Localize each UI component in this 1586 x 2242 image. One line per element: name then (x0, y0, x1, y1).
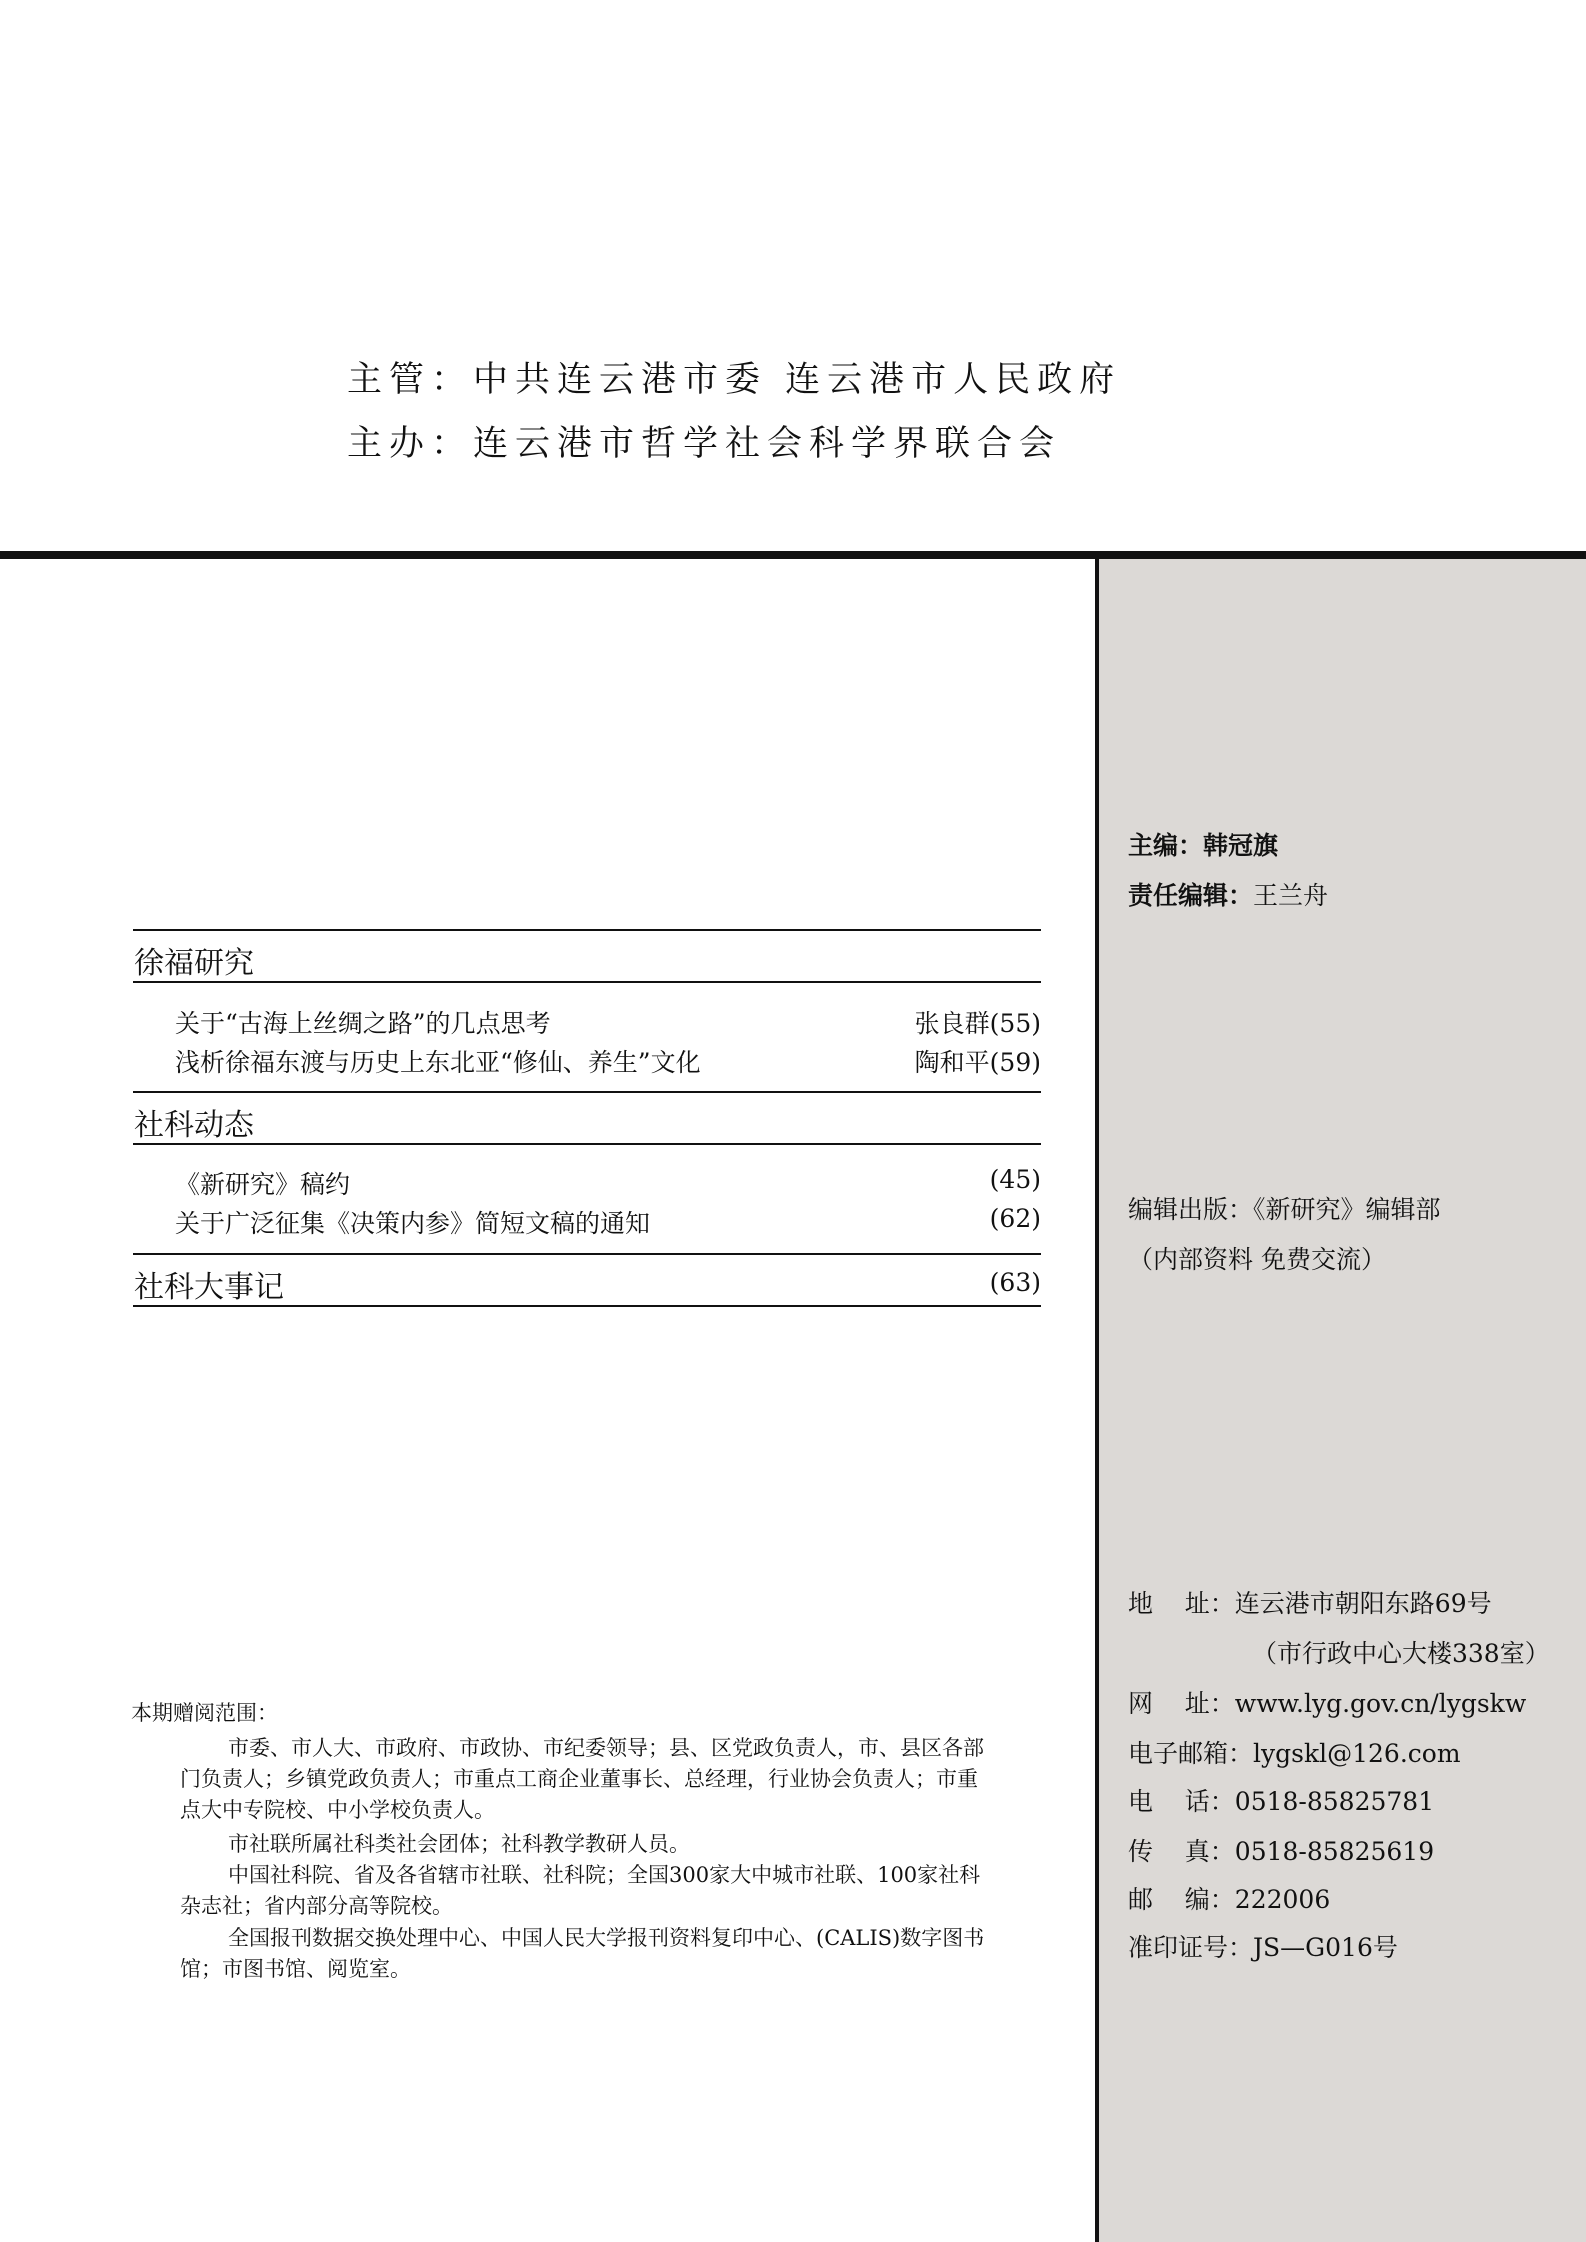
web-row (1128, 1684, 1526, 1720)
entry-ref: (62) (989, 1204, 1041, 1233)
web-label: 网 址： (1128, 1689, 1235, 1718)
email-value: lygskl@126.com (1253, 1739, 1461, 1768)
distribution-paragraph: 中国社科院、省及各省辖市社联、社科院；全国300家大中城市社联、100家社科杂志社；省内部分高等院校。 (180, 1863, 981, 1918)
permit-label: 准印证号： (1128, 1933, 1254, 1962)
distribution-paragraph: 市社联所属社科类社会团体；社科教学教研人员。 (228, 1832, 690, 1856)
section-title: 社科动态 (134, 1108, 254, 1143)
phone-label: 电 话： (1128, 1787, 1235, 1816)
entry-title: 浅析徐福东渡与历史上东北亚“修仙、养生”文化 (175, 1048, 701, 1077)
toc-rule (133, 929, 1041, 931)
phone-value: 0518-85825781 (1234, 1787, 1435, 1816)
publisher-note: （内部资料 免费交流） (1128, 1245, 1386, 1274)
toc-rule (133, 1091, 1041, 1093)
entry-ref: 陶和平(59) (914, 1048, 1041, 1077)
email-row (1128, 1734, 1461, 1770)
toc-rule (133, 1305, 1041, 1307)
entry-title: 关于广泛征集《决策内参》简短文稿的通知 (175, 1209, 651, 1238)
postcode-value: 222006 (1234, 1885, 1331, 1914)
section-title: 社科大事记 (134, 1270, 284, 1305)
entry-ref: 张良群(55) (914, 1009, 1041, 1038)
address-row-2: （市行政中心大楼338室） (1252, 1639, 1550, 1668)
toc-rule (133, 1253, 1041, 1255)
email-label: 电子邮箱： (1128, 1739, 1254, 1768)
fax-label: 传 真： (1128, 1837, 1235, 1866)
toc-rule (133, 981, 1041, 983)
entry-title: 关于“古海上丝绸之路”的几点思考 (175, 1009, 551, 1038)
section-title: 徐福研究 (134, 946, 254, 981)
permit-row (1128, 1928, 1398, 1964)
address-row (1128, 1584, 1492, 1620)
toc-rule (133, 1143, 1041, 1145)
responsible-editor (1128, 876, 1328, 912)
section-ref: (63) (989, 1268, 1041, 1297)
responsible-editor-name: 王兰舟 (1253, 881, 1329, 910)
distribution-paragraph: 全国报刊数据交换处理中心、中国人民大学报刊资料复印中心、(CALIS)数字图书馆；市图书馆、阅览室。 (180, 1926, 985, 1981)
responsible-editor-label: 责任编辑： (1128, 881, 1254, 910)
address-value: 连云港市朝阳东路69号 (1234, 1589, 1492, 1618)
distribution-title: 本期赠阅范围： (131, 1701, 278, 1725)
toc-entry[interactable] (175, 1204, 1041, 1240)
address-label: 地 址： (1128, 1589, 1235, 1618)
toc-entry[interactable] (175, 1165, 1041, 1201)
supervisor-line: 主管：中共连云港市委 连云港市人民政府 (347, 360, 1122, 400)
postcode-label: 邮 编： (1128, 1885, 1235, 1914)
postcode-row (1128, 1880, 1330, 1916)
sponsor-line: 主办：连云港市哲学社会科学界联合会 (347, 424, 1062, 464)
top-divider (0, 551, 1586, 559)
entry-ref: (45) (989, 1165, 1041, 1194)
web-value: www.lyg.gov.cn/lygskw (1234, 1689, 1527, 1718)
entry-title: 《新研究》稿约 (175, 1170, 351, 1199)
sidebar-panel (1095, 559, 1586, 2242)
publisher-line: 编辑出版：《新研究》编辑部 (1128, 1195, 1441, 1224)
phone-row (1128, 1782, 1434, 1818)
toc-entry[interactable] (175, 1043, 1041, 1079)
fax-row (1128, 1832, 1434, 1868)
distribution-paragraph: 市委、市人大、市政府、市政协、市纪委领导；县、区党政负责人，市、县区各部门负责人；乡镇党政负责人；市重点工商企业董事长、总经理，行业协会负责人；市重点大中专院校、中小学校负责人。 (180, 1736, 984, 1822)
fax-value: 0518-85825619 (1234, 1837, 1435, 1866)
permit-value: JS—G016号 (1253, 1933, 1398, 1962)
chief-editor: 主编：韩冠旗 (1128, 831, 1279, 860)
toc-entry[interactable] (175, 1004, 1041, 1040)
